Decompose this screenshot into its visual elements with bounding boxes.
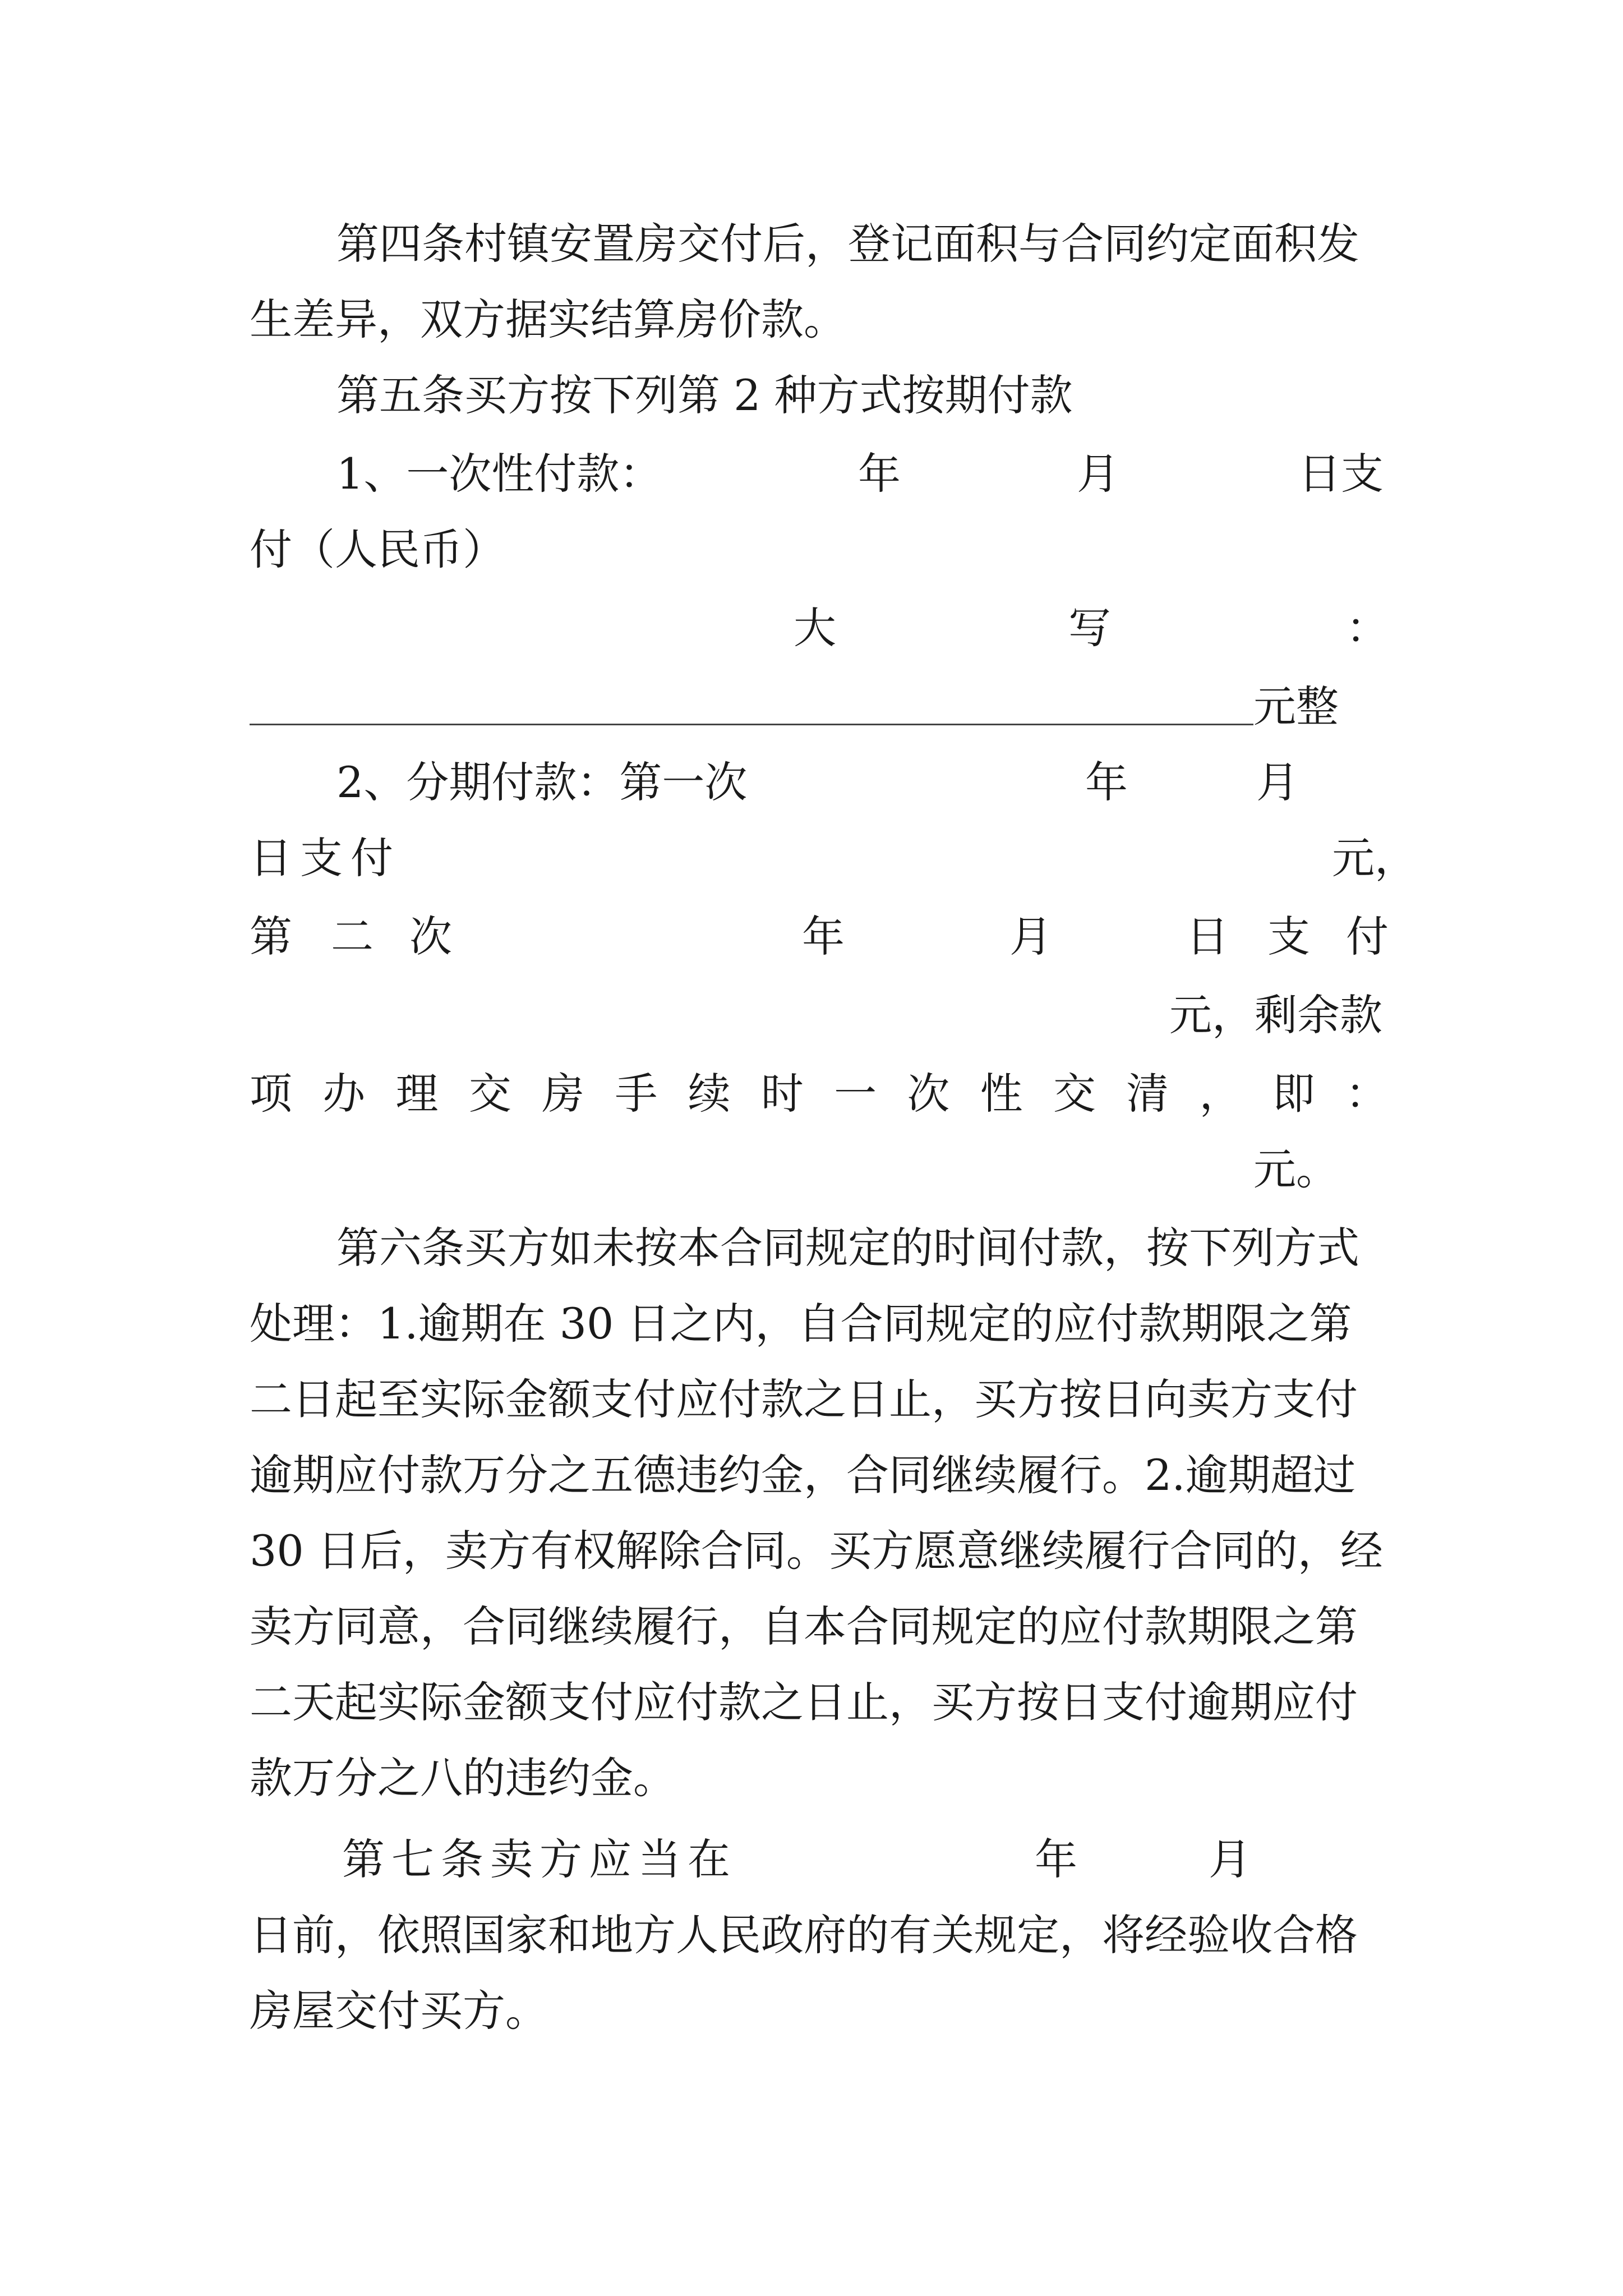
remaining-char: 理 bbox=[395, 1069, 439, 1119]
article6-line7 bbox=[250, 1660, 1388, 1745]
option2-day-pay1: 日支付 bbox=[250, 833, 401, 883]
article4-line2 bbox=[250, 278, 1388, 362]
remaining-char: 交 bbox=[468, 1069, 511, 1119]
article6-line4 bbox=[250, 1433, 1388, 1517]
article6-text: 二日起至实际金额支付应付款之日止，买方按日向卖方支付 bbox=[250, 1374, 1358, 1424]
remaining-char: 续 bbox=[688, 1069, 731, 1119]
article7-line2 bbox=[250, 1893, 1388, 1977]
article6-text: 30 日后，卖方有权解除合同。买方愿意继续履行合同的，经 bbox=[250, 1526, 1383, 1576]
article6-line6 bbox=[250, 1585, 1388, 1669]
option2-line4 bbox=[250, 973, 1388, 1057]
daxie-colon: ： bbox=[1346, 603, 1389, 653]
option2-yuan-end: 元。 bbox=[1253, 1144, 1339, 1194]
option1-daxie-line bbox=[250, 586, 1388, 670]
option1-currency: 付（人民币） bbox=[250, 524, 505, 574]
remaining-char: 性 bbox=[980, 1069, 1023, 1119]
option2-month1: 月 bbox=[1256, 757, 1299, 807]
article7-month: 月 bbox=[1209, 1834, 1251, 1884]
option2-yuan1: 元， bbox=[1332, 833, 1417, 883]
article6-line2 bbox=[250, 1282, 1388, 1366]
option1-day-pay: 日支 bbox=[1298, 449, 1384, 499]
remaining-char: 清 bbox=[1126, 1069, 1169, 1119]
article4-text-1: 第四条村镇安置房交付后，登记面积与合同约定面积发 bbox=[336, 219, 1359, 269]
option2-year2: 年 bbox=[802, 912, 845, 961]
remaining-char: 时 bbox=[760, 1069, 804, 1119]
article6-text: 二天起实际金额支付应付款之日止，买方按日支付逾期应付 bbox=[250, 1677, 1358, 1727]
remaining-char: 一 bbox=[834, 1069, 877, 1119]
option2-line1 bbox=[250, 740, 1388, 825]
article5-intro bbox=[250, 353, 1388, 438]
second-char-3: 次 bbox=[409, 912, 452, 961]
option2-month2: 月 bbox=[1009, 912, 1052, 961]
second-char-1: 第 bbox=[250, 912, 292, 961]
option1-year: 年 bbox=[858, 449, 901, 499]
option2-line6 bbox=[250, 1128, 1388, 1212]
option1-line2 bbox=[250, 508, 1388, 592]
option2-year1: 年 bbox=[1085, 757, 1128, 807]
second-char-2: 二 bbox=[331, 912, 374, 961]
article7-label: 第七条卖方应当在 bbox=[342, 1834, 737, 1884]
remaining-char: 办 bbox=[322, 1069, 366, 1119]
article7-text-3: 房屋交付买方。 bbox=[250, 1986, 548, 2036]
article4-text-2: 生差异，双方据实结算房价款。 bbox=[250, 295, 846, 344]
option2-line5 bbox=[250, 1052, 1388, 1136]
remaining-char: 手 bbox=[615, 1069, 658, 1119]
daxie-char-1: 大 bbox=[794, 603, 836, 653]
article7-line3 bbox=[250, 1969, 1388, 2053]
remaining-char: 项 bbox=[250, 1069, 292, 1119]
day-pay2-char-3: 付 bbox=[1346, 912, 1389, 961]
day-pay2-char-2: 支 bbox=[1267, 912, 1310, 961]
article7-line1 bbox=[250, 1818, 1388, 1902]
option2-yuan-remaining: 元，剩余款 bbox=[1169, 990, 1382, 1040]
article6-line8 bbox=[250, 1736, 1388, 1820]
option1-yuan-line bbox=[250, 665, 1388, 749]
article6-line3 bbox=[250, 1358, 1388, 1442]
option2-line3 bbox=[250, 895, 1388, 979]
option1-line1 bbox=[250, 432, 1388, 516]
option2-line2 bbox=[250, 816, 1417, 900]
article6-text: 卖方同意，合同继续履行，自本合同规定的应付款期限之第 bbox=[250, 1602, 1358, 1651]
remaining-char: 交 bbox=[1053, 1069, 1096, 1119]
article4-line1 bbox=[250, 202, 1388, 286]
remaining-char: 房 bbox=[542, 1069, 585, 1119]
article6-text: 处理：1.逾期在 30 日之内，自合同规定的应付款期限之第 bbox=[250, 1299, 1352, 1349]
remaining-char: ： bbox=[1345, 1069, 1388, 1119]
option1-month: 月 bbox=[1077, 449, 1119, 499]
article5-intro-text: 第五条买方按下列第 2 种方式按期付款 bbox=[336, 370, 1073, 420]
option1-label: 1、一次性付款： bbox=[336, 449, 662, 499]
remaining-char: 即 bbox=[1272, 1069, 1315, 1119]
remaining-char: 次 bbox=[907, 1069, 950, 1119]
article6-text: 第六条买方如未按本合同规定的时间付款，按下列方式 bbox=[336, 1223, 1359, 1273]
article6-text: 逾期应付款万分之五德违约金，合同继续履行。2.逾期超过 bbox=[250, 1450, 1356, 1500]
option2-label: 2、分期付款：第一次 bbox=[336, 757, 748, 807]
remaining-char: ， bbox=[1199, 1069, 1242, 1119]
daxie-char-2: 写 bbox=[1068, 603, 1111, 653]
article7-text-2: 日前，依照国家和地方人民政府的有关规定，将经验收合格 bbox=[250, 1910, 1358, 1960]
option1-yuan-zheng: 元整 bbox=[1253, 682, 1339, 731]
article6-line5 bbox=[250, 1509, 1388, 1593]
article7-year: 年 bbox=[1035, 1834, 1077, 1884]
article6-line1 bbox=[250, 1206, 1388, 1290]
day-pay2-char-1: 日 bbox=[1186, 912, 1229, 961]
article6-text: 款万分之八的违约金。 bbox=[250, 1753, 676, 1803]
